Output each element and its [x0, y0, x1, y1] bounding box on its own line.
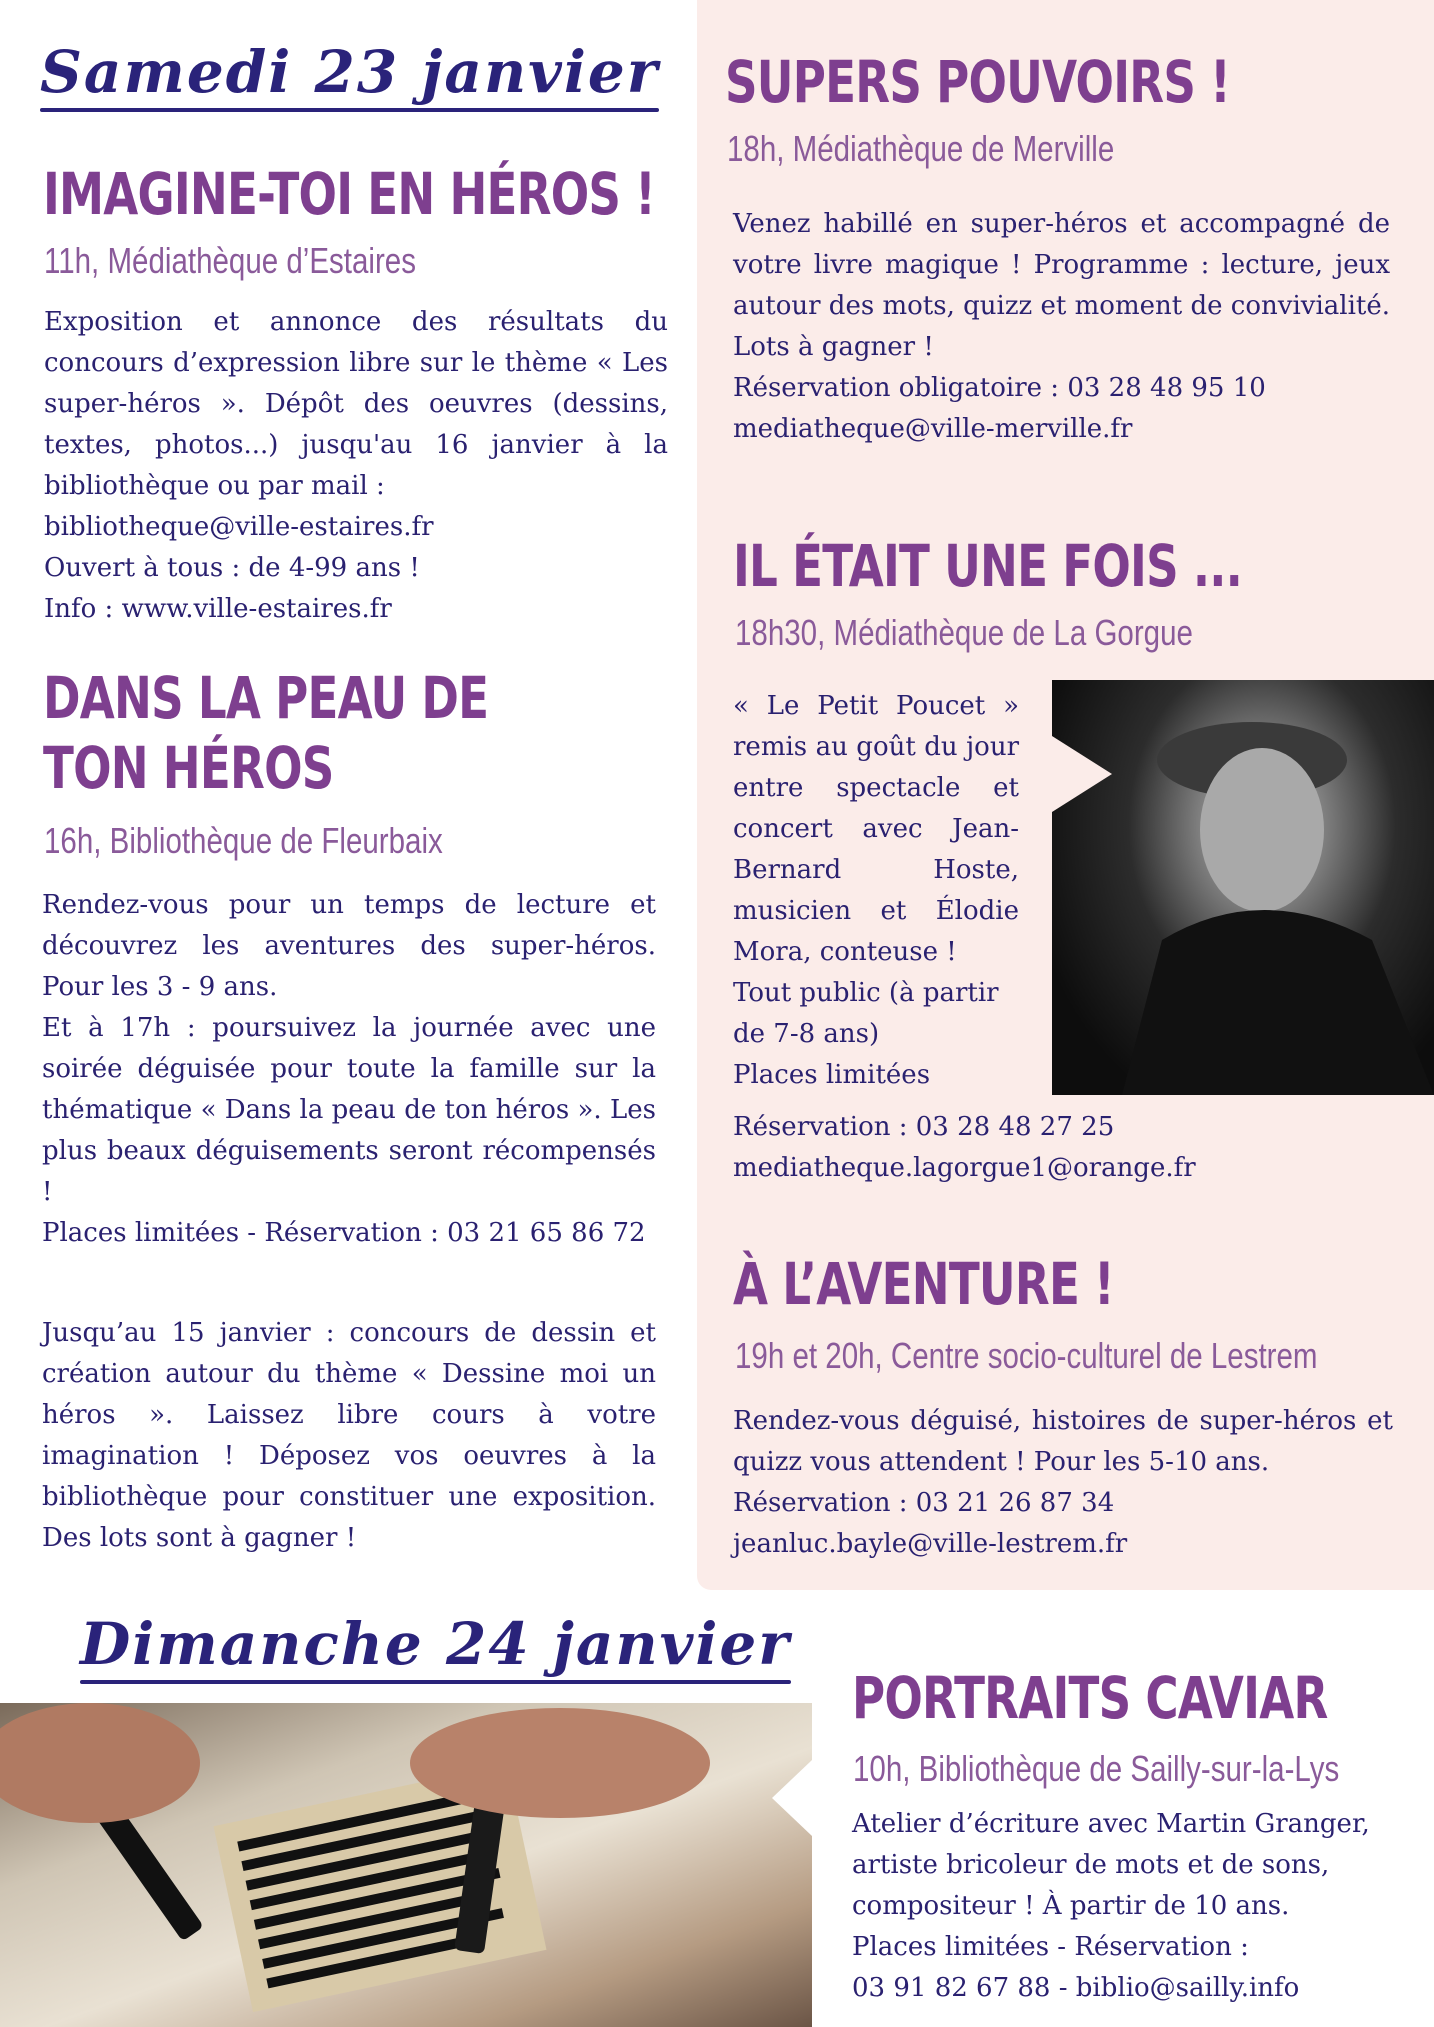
event-title-imagine: IMAGINE-TOI EN HÉROS ! — [43, 160, 656, 228]
paragraph: Ouvert à tous : de 4-99 ans ! — [44, 553, 420, 583]
email-text: bibliotheque@ville-estaires.fr — [44, 512, 434, 542]
event-subtitle-portraits: 10h, Bibliothèque de Sailly-sur-la-Lys — [853, 1748, 1340, 1789]
paragraph: Atelier d’écriture avec Martin Granger, artiste bricoleur de mots et de sons, compositeur ! À partir de 10 ans. — [852, 1809, 1370, 1921]
event-subtitle-pouvoirs: 18h, Médiathèque de Merville — [727, 128, 1115, 169]
paragraph: Tout public (à partir de 7-8 ans) — [733, 978, 999, 1049]
event-title-pouvoirs: SUPERS POUVOIRS ! — [725, 48, 1230, 116]
event-subtitle-imagine: 11h, Médiathèque d’Estaires — [44, 240, 416, 281]
website-text: Info : www.ville-estaires.fr — [44, 594, 392, 624]
paragraph: Places limitées - Réservation : 03 21 65 86 72 — [42, 1218, 646, 1248]
event-title-portraits: PORTRAITS CAVIAR — [852, 1664, 1328, 1732]
day-heading-underline — [80, 1680, 791, 1684]
reservation-text: Places limitées - Réservation : — [852, 1932, 1249, 1962]
paragraph: Jusqu’au 15 janvier : concours de dessin et création autour du thème « Dessine moi un héros ». Laissez libre cours à votre imagination ! Déposez vos oeuvres à la bibliothèque pour constituer une exposition. Des lots sont à gagner ! — [42, 1318, 656, 1553]
event-body-aventure — [733, 1401, 1393, 1565]
event-subtitle-il-etait: 18h30, Médiathèque de La Gorgue — [735, 612, 1193, 653]
day-heading-underline — [40, 108, 659, 112]
contact-text: 03 91 82 67 88 - biblio@sailly.info — [852, 1973, 1300, 2003]
event-title-aventure: À L’AVENTURE ! — [733, 1250, 1114, 1318]
paragraph: Places limitées — [733, 1060, 931, 1090]
photo-writing-workshop — [0, 1703, 812, 2027]
paragraph: Rendez-vous déguisé, histoires de super-héros et quizz vous attendent ! Pour les 5-10 ans. — [733, 1406, 1393, 1477]
reservation-text: Réservation obligatoire : 03 28 48 95 10 — [733, 373, 1266, 403]
event-body-peau — [42, 885, 656, 1254]
event-body-imagine — [44, 302, 668, 630]
photo-notch — [772, 1760, 812, 1836]
photo-notch — [1052, 736, 1112, 812]
event-subtitle-aventure: 19h et 20h, Centre socio-culturel de Lestrem — [735, 1335, 1318, 1376]
reservation-text: Réservation : 03 21 26 87 34 — [733, 1488, 1115, 1518]
email-text: jeanluc.bayle@ville-lestrem.fr — [733, 1529, 1128, 1559]
event-title-peau-line2: TON HÉROS — [43, 734, 334, 802]
day-heading-text: Samedi 23 janvier — [40, 38, 660, 106]
day-heading-sunday — [80, 1610, 791, 1678]
event-title-peau-line1: DANS LA PEAU DE — [43, 664, 489, 732]
event-contact-il-etait — [733, 1107, 1393, 1189]
email-text: mediatheque.lagorgue1@orange.fr — [733, 1153, 1196, 1183]
workshop-illustration-icon — [0, 1703, 812, 2027]
event-body-pouvoirs — [733, 204, 1390, 450]
day-heading-saturday — [40, 38, 659, 106]
paragraph: Venez habillé en super-héros et accompagné de votre livre magique ! Programme : lecture, jeux autour des mots, quizz et moment de convivialité. Lots à gagner ! — [733, 209, 1390, 362]
paragraph: « Le Petit Poucet » remis au goût du jour entre spectacle et concert avec Jean-Bernard Hoste, musicien et Élodie Mora, conteuse ! — [733, 691, 1019, 967]
paragraph: Exposition et annonce des résultats du concours d’expression libre sur le thème « Les super-héros ». Dépôt des oeuvres (dessins, textes, photos...) jusqu'au 16 janvier à la bibliothèque ou par mail : — [44, 307, 668, 501]
day-heading-text: Dimanche 24 janvier — [80, 1610, 791, 1678]
event-body-portraits — [852, 1804, 1400, 2009]
event-title-il-etait: IL ÉTAIT UNE FOIS ... — [733, 532, 1243, 600]
paragraph: Rendez-vous pour un temps de lecture et découvrez les aventures des super-héros. Pour les 3 - 9 ans. — [42, 890, 656, 1002]
event-subtitle-peau: 16h, Bibliothèque de Fleurbaix — [44, 820, 443, 861]
paragraph: Et à 17h : poursuivez la journée avec une soirée déguisée pour toute la famille sur la thématique « Dans la peau de ton héros ». Les plus beaux déguisements seront récompensés ! — [42, 1013, 656, 1207]
event-extra-concours — [42, 1313, 656, 1559]
reservation-text: Réservation : 03 28 48 27 25 — [733, 1112, 1115, 1142]
event-body-il-etait — [733, 686, 1019, 1096]
email-text: mediatheque@ville-merville.fr — [733, 414, 1133, 444]
